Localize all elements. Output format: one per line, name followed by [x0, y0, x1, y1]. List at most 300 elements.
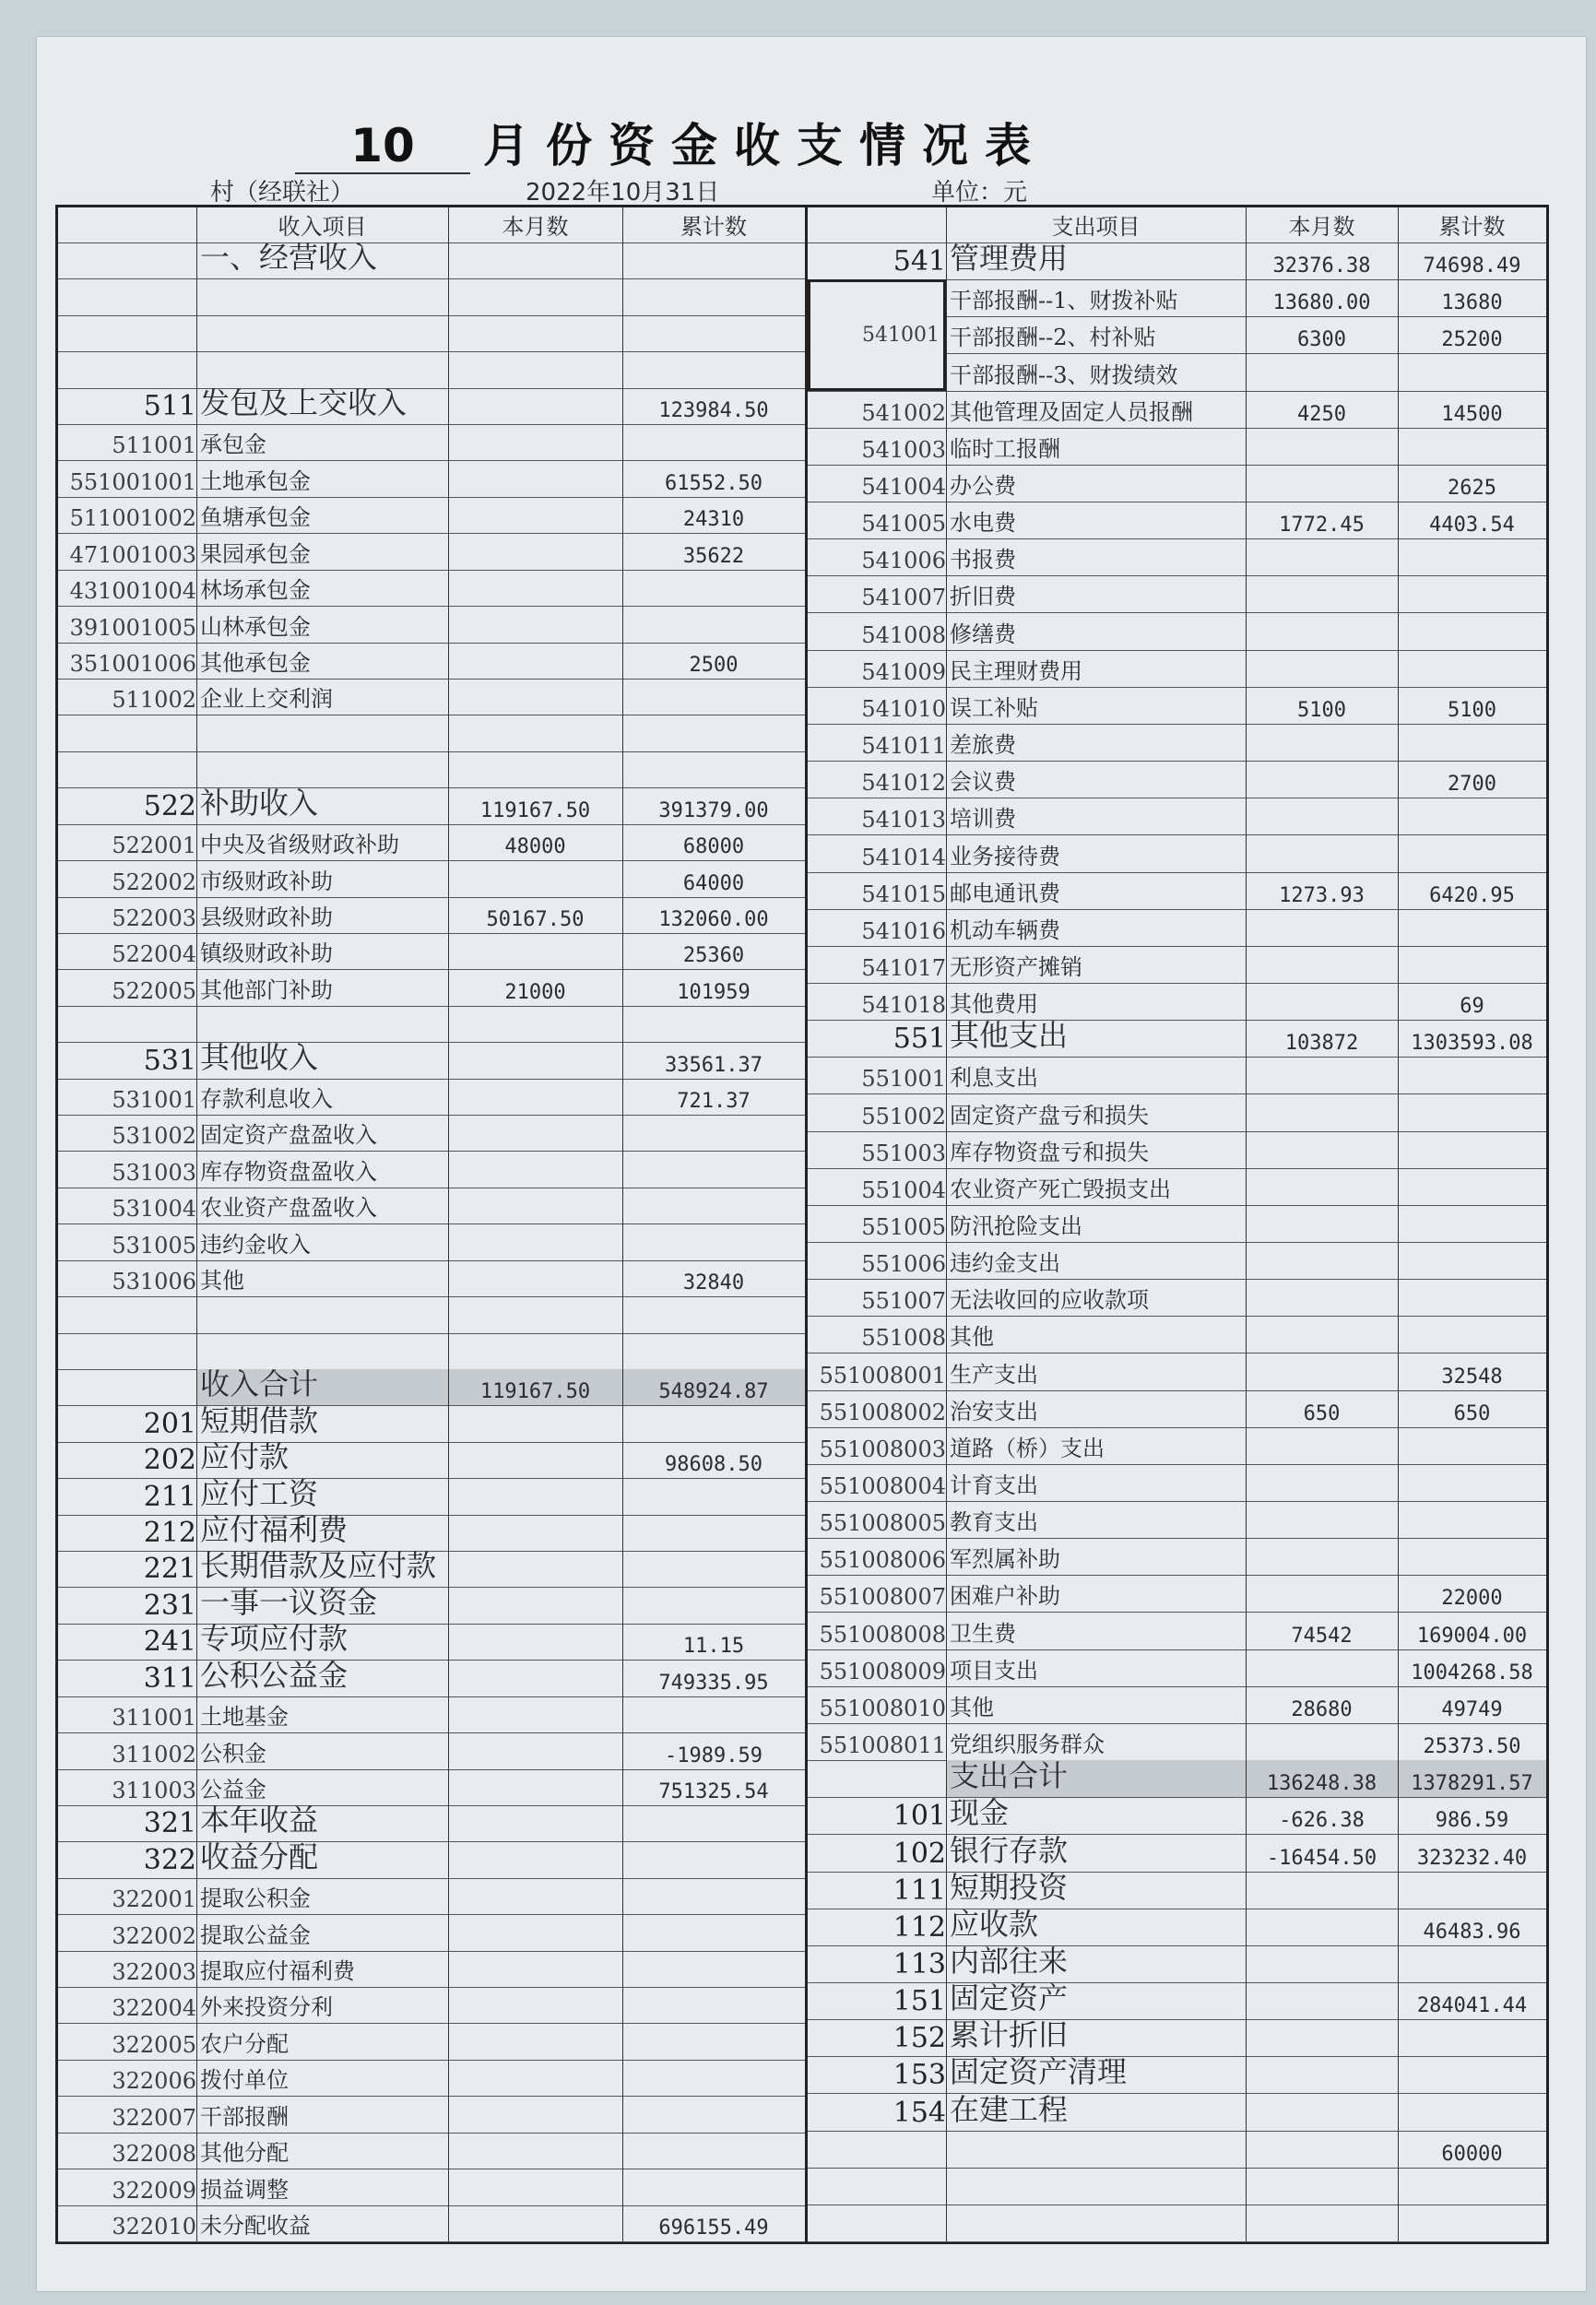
expense-cell-code: 551002 — [861, 1103, 946, 1129]
income-cell-total: 391379.00 — [658, 798, 769, 822]
expense-cell-code: 551007 — [861, 1288, 946, 1315]
expense-header-row — [808, 207, 1546, 243]
expense-row — [808, 538, 1546, 576]
income-cell-name: 农户分配 — [200, 2030, 289, 2057]
income-cell-total — [622, 1115, 805, 1151]
income-cell-total: -1989.59 — [665, 1744, 763, 1767]
income-cell-total — [622, 278, 805, 314]
expense-cell-month — [1246, 1723, 1398, 1760]
expense-merged-code-541001: 541001 — [808, 279, 946, 390]
income-row — [58, 1660, 805, 1696]
income-cell-name: 长期借款及应付款 — [200, 1551, 437, 1584]
income-cell-code: 311002 — [112, 1741, 196, 1767]
income-row — [58, 969, 805, 1006]
income-row — [58, 570, 805, 607]
expense-cell-code: 551008008 — [819, 1621, 946, 1648]
expense-cell-month — [1246, 1279, 1398, 1316]
expense-row — [808, 1501, 1546, 1539]
expense-cell-name: 农业资产死亡毁损支出 — [950, 1176, 1171, 1202]
income-cell-month — [448, 1987, 622, 2023]
income-cell-name — [196, 1296, 452, 1332]
expense-cell-name: 培训费 — [950, 806, 1016, 833]
title-text: 月份资金收支情况表 — [483, 119, 1047, 172]
expense-cell-total: 74698.49 — [1423, 254, 1521, 278]
expense-cell-total — [1398, 428, 1546, 465]
expense-cell-month: 103872 — [1284, 1032, 1359, 1056]
expense-cell-name: 差旅费 — [950, 732, 1016, 759]
income-cell-total: 2500 — [689, 654, 739, 677]
income-cell-total — [622, 1333, 805, 1369]
expense-row — [808, 391, 1546, 429]
income-cell-name: 公益金 — [200, 1776, 266, 1803]
income-cell-month: 119167.50 — [479, 798, 591, 822]
expense-cell-month: 6300 — [1297, 328, 1346, 352]
expense-cell-month — [1246, 1649, 1398, 1686]
income-cell-month — [448, 533, 622, 569]
expense-cell-name: 应收款 — [950, 1908, 1039, 1942]
expense-side — [808, 207, 1546, 2241]
income-cell-name: 提取应付福利费 — [200, 1958, 355, 1985]
income-cell-total: 123984.50 — [658, 399, 769, 423]
expense-cell-month — [1246, 353, 1398, 390]
income-cell-month — [448, 606, 622, 642]
income-header-blank — [58, 207, 196, 242]
income-cell-total — [622, 2096, 805, 2132]
expense-cell-total — [1398, 2168, 1546, 2205]
income-cell-total — [622, 1587, 805, 1623]
expense-cell-month — [1246, 983, 1398, 1020]
income-cell-code: 321 — [143, 1807, 196, 1840]
expense-row — [808, 1316, 1546, 1353]
income-cell-code: 531002 — [112, 1123, 196, 1150]
expense-cell-name: 干部报酬--2、村补贴 — [950, 325, 1156, 351]
expense-cell-code: 112 — [893, 1910, 946, 1944]
income-cell-total: 721.37 — [677, 1090, 751, 1114]
income-cell-total: 101959 — [677, 980, 751, 1004]
income-row — [58, 1333, 805, 1370]
expense-cell-month — [1246, 798, 1398, 834]
income-cell-total — [622, 1151, 805, 1187]
expense-cell-total — [1398, 2056, 1546, 2093]
expense-cell-name: 业务接待费 — [950, 843, 1060, 869]
income-row — [58, 860, 805, 897]
expense-cell-name: 利息支出 — [950, 1065, 1038, 1092]
expense-cell-code: 551008001 — [819, 1362, 946, 1389]
expense-cell-name: 管理费用 — [950, 242, 1069, 277]
title-month: 10 — [295, 119, 470, 174]
income-row — [58, 606, 805, 643]
income-cell-month: 50167.50 — [486, 907, 585, 931]
income-cell-total: 548924.87 — [622, 1369, 805, 1405]
expense-cell-month — [1246, 1982, 1398, 2019]
expense-column-divider — [1398, 207, 1399, 2241]
expense-cell-month: -626.38 — [1279, 1809, 1365, 1833]
expense-cell-name: 困难户补助 — [950, 1583, 1060, 1610]
income-cell-name: 固定资产盘盈收入 — [200, 1122, 377, 1149]
expense-cell-total: 22000 — [1441, 1587, 1503, 1611]
income-row — [58, 1878, 805, 1915]
expense-cell-month: 650 — [1303, 1401, 1341, 1425]
expense-cell-code: 541009 — [861, 658, 946, 685]
expense-cell-name: 违约金支出 — [950, 1250, 1060, 1277]
expense-cell-total — [1398, 834, 1546, 871]
expense-cell-total: 5100 — [1448, 698, 1496, 722]
expense-cell-total — [1398, 946, 1546, 983]
income-row — [58, 242, 805, 279]
expense-cell-name: 其他费用 — [950, 991, 1038, 1018]
expense-cell-total — [1398, 575, 1546, 612]
expense-cell-code: 153 — [893, 2059, 946, 2092]
expense-cell-code: 551006 — [861, 1251, 946, 1278]
income-cell-total: 32840 — [682, 1271, 745, 1295]
income-cell-month — [448, 1079, 622, 1115]
income-cell-total — [622, 1878, 805, 1914]
expense-cell-total — [1398, 1872, 1546, 1909]
income-row — [58, 1587, 805, 1624]
expense-cell-month — [1246, 909, 1398, 946]
income-row — [58, 933, 805, 970]
expense-cell-total: 1378291.57 — [1398, 1760, 1546, 1797]
expense-cell-name: 干部报酬--3、财拨绩效 — [950, 361, 1178, 388]
expense-cell-code: 102 — [893, 1837, 946, 1870]
expense-cell-name: 折旧费 — [950, 584, 1016, 610]
income-cell-name: 提取公益金 — [200, 1921, 311, 1948]
expense-cell-code: 551008 — [861, 1325, 946, 1352]
expense-row — [808, 724, 1546, 762]
income-header-month: 本月数 — [502, 214, 569, 240]
income-cell-name: 本年收益 — [200, 1804, 319, 1838]
income-cell-month — [448, 242, 622, 278]
expense-cell-code: 551008004 — [819, 1473, 946, 1500]
income-cell-month — [448, 2133, 622, 2169]
expense-cell-name: 无形资产摊销 — [950, 953, 1082, 980]
expense-row — [808, 2093, 1546, 2131]
income-cell-month — [448, 679, 622, 715]
income-cell-code: 311001 — [112, 1705, 196, 1732]
income-cell-code: 311 — [143, 1661, 196, 1695]
income-cell-code: 322007 — [112, 2104, 196, 2131]
income-cell-month — [448, 1587, 622, 1623]
expense-row — [808, 1649, 1546, 1687]
income-cell-month — [448, 2060, 622, 2096]
income-cell-month — [448, 1260, 622, 1296]
expense-cell-month: 1273.93 — [1279, 883, 1365, 907]
expense-row — [808, 2131, 1546, 2169]
expense-cell-total — [1398, 1131, 1546, 1168]
income-cell-total — [622, 1188, 805, 1223]
expense-cell-code: 101 — [893, 1800, 946, 1833]
income-cell-name: 县级财政补助 — [200, 904, 333, 930]
expense-cell-month: 28680 — [1291, 1697, 1353, 1721]
income-cell-code: 212 — [143, 1517, 196, 1550]
income-cell-code: 351001006 — [69, 651, 196, 677]
income-row — [58, 1769, 805, 1806]
expense-cell-total — [1398, 2093, 1546, 2130]
income-cell-total — [622, 1405, 805, 1441]
expense-cell-total — [1398, 1093, 1546, 1130]
income-cell-name: 应付福利费 — [200, 1514, 349, 1548]
income-cell-month — [448, 1115, 622, 1151]
income-cell-name: 提取公积金 — [200, 1885, 311, 1912]
expense-row — [808, 946, 1546, 984]
expense-row — [808, 1797, 1546, 1835]
income-row — [58, 2060, 805, 2097]
income-cell-month — [448, 1333, 622, 1369]
expense-cell-code: 541003 — [861, 436, 946, 463]
expense-cell-total — [1398, 724, 1546, 761]
expense-cell-month — [1246, 1057, 1398, 1093]
income-row — [58, 424, 805, 461]
income-cell-total: 35622 — [682, 544, 745, 568]
income-cell-total — [622, 351, 805, 387]
expense-cell-name: 邮电通讯费 — [950, 880, 1060, 906]
expense-cell-code: 541013 — [861, 807, 946, 833]
income-cell-name: 其他收入 — [200, 1042, 319, 1075]
expense-cell-name: 现金 — [950, 1797, 1010, 1831]
expense-cell-month — [1246, 465, 1398, 502]
income-cell-month — [448, 424, 622, 460]
income-cell-total — [622, 1696, 805, 1732]
income-row — [58, 1987, 805, 2024]
expense-header-item: 支出项目 — [1051, 214, 1141, 240]
income-cell-total — [622, 2169, 805, 2205]
expense-cell-month — [1246, 1501, 1398, 1538]
income-cell-total — [622, 242, 805, 278]
income-cell-name: 损益调整 — [200, 2176, 289, 2203]
income-cell-total: 64000 — [682, 871, 745, 895]
income-cell-month: 21000 — [504, 980, 566, 1004]
income-cell-total — [622, 1805, 805, 1841]
expense-cell-total — [1398, 798, 1546, 834]
expense-cell-name — [946, 2205, 1249, 2241]
ledger-table — [55, 205, 1549, 2244]
expense-cell-month — [1246, 1093, 1398, 1130]
income-cell-total — [622, 1006, 805, 1042]
income-cell-name: 一事一议资金 — [200, 1587, 378, 1620]
income-cell-name: 林场承包金 — [200, 577, 311, 604]
expense-row — [808, 2168, 1546, 2205]
expense-cell-code: 541010 — [861, 695, 946, 722]
expense-cell-month — [1246, 2168, 1398, 2205]
income-cell-name — [196, 751, 452, 787]
expense-cell-total: 2625 — [1448, 477, 1496, 501]
expense-cell-code: 551008003 — [819, 1436, 946, 1462]
expense-cell-code: 541007 — [861, 585, 946, 611]
income-cell-month — [448, 2169, 622, 2205]
expense-cell-code: 152 — [893, 2022, 946, 2055]
income-row — [58, 1151, 805, 1188]
expense-cell-total: 13680 — [1441, 291, 1503, 315]
expense-cell-total — [1398, 1945, 1546, 1982]
expense-cell-code: 541005 — [861, 511, 946, 538]
income-cell-total — [622, 1951, 805, 1987]
expense-row — [808, 834, 1546, 872]
income-row — [58, 1914, 805, 1951]
expense-row — [808, 1242, 1546, 1280]
income-cell-name — [196, 351, 452, 387]
expense-cell-name — [946, 2168, 1249, 2205]
income-column-divider — [622, 207, 623, 2241]
income-row — [58, 1732, 805, 1769]
income-cell-code: 511001002 — [69, 505, 196, 532]
income-cell-month — [448, 715, 622, 751]
expense-header-total: 累计数 — [1438, 214, 1506, 240]
expense-cell-name: 治安支出 — [950, 1398, 1038, 1424]
expense-cell-total — [1398, 538, 1546, 575]
expense-row — [808, 2019, 1546, 2057]
income-column-divider — [448, 207, 449, 2241]
income-cell-name: 一、经营收入 — [200, 242, 378, 276]
expense-cell-name: 其他 — [950, 1694, 994, 1720]
expense-column-divider — [1246, 207, 1247, 2241]
income-cell-code — [58, 1296, 200, 1332]
income-row — [58, 2133, 805, 2169]
income-cell-code: 322004 — [112, 1995, 196, 2022]
income-row — [58, 497, 805, 534]
expense-cell-total — [1398, 1427, 1546, 1464]
income-row — [58, 1079, 805, 1116]
income-header-total: 累计数 — [680, 214, 747, 240]
income-row — [58, 679, 805, 715]
expense-cell-month — [1246, 2019, 1398, 2056]
income-cell-month — [448, 860, 622, 896]
currency-unit: 单位：元 — [931, 179, 1028, 207]
income-cell-code — [58, 315, 200, 351]
income-cell-code — [58, 751, 200, 787]
income-cell-name: 未分配收益 — [200, 2212, 311, 2239]
income-cell-code — [58, 278, 200, 314]
income-cell-name: 山林承包金 — [200, 613, 311, 640]
expense-row — [808, 1279, 1546, 1317]
expense-cell-month: -16454.50 — [1266, 1846, 1377, 1870]
income-cell-name: 农业资产盘盈收入 — [200, 1195, 377, 1222]
income-row — [58, 1223, 805, 1260]
expense-row — [808, 465, 1546, 502]
expense-cell-name: 支出合计 — [946, 1760, 1249, 1797]
income-cell-month — [448, 1223, 622, 1259]
income-cell-total — [622, 606, 805, 642]
income-cell-month — [448, 1878, 622, 1914]
income-row — [58, 643, 805, 680]
expense-row — [808, 1538, 1546, 1576]
income-cell-name: 收益分配 — [200, 1841, 319, 1874]
expense-cell-month — [1246, 1131, 1398, 1168]
expense-cell-code: 541015 — [861, 881, 946, 907]
income-cell-total: 61552.50 — [665, 471, 763, 495]
income-cell-name: 土地基金 — [200, 1704, 289, 1731]
income-cell-code: 322009 — [112, 2177, 196, 2204]
expense-cell-name: 防汛抢险支出 — [950, 1212, 1082, 1239]
expense-cell-name: 短期投资 — [950, 1871, 1069, 1905]
income-column-divider — [196, 207, 197, 2241]
income-cell-total: 25360 — [682, 944, 745, 968]
income-cell-code: 522 — [143, 789, 196, 822]
expense-cell-month — [1246, 761, 1398, 798]
income-cell-code: 471001003 — [69, 541, 196, 568]
expense-cell-code: 541 — [893, 245, 946, 278]
income-cell-code: 431001004 — [69, 578, 196, 605]
expense-cell-name: 误工补贴 — [950, 694, 1038, 721]
expense-cell-name: 办公费 — [950, 473, 1016, 500]
expense-row — [808, 909, 1546, 947]
income-cell-code: 531003 — [112, 1159, 196, 1186]
expense-cell-month — [1246, 1538, 1398, 1575]
income-row — [58, 1624, 805, 1661]
expense-cell-total — [1398, 2205, 1546, 2241]
expense-row — [808, 1723, 1546, 1761]
expense-cell-code: 551003 — [861, 1140, 946, 1166]
expense-cell-code: 551008002 — [819, 1399, 946, 1425]
expense-row — [808, 1464, 1546, 1502]
income-cell-code — [58, 715, 200, 751]
income-cell-total — [622, 1515, 805, 1551]
expense-cell-month — [1246, 2131, 1398, 2168]
income-row — [58, 315, 805, 352]
income-cell-month — [448, 1841, 622, 1877]
income-cell-month — [448, 1624, 622, 1660]
expense-cell-month: 4250 — [1297, 402, 1346, 426]
income-cell-code: 241 — [143, 1625, 196, 1659]
expense-row — [808, 872, 1546, 910]
income-cell-month — [448, 461, 622, 497]
expense-cell-month — [1246, 724, 1398, 761]
income-cell-code: 522002 — [112, 869, 196, 895]
expense-cell-month: 1772.45 — [1279, 514, 1365, 538]
income-side — [58, 207, 808, 2241]
expense-cell-month — [1246, 2056, 1398, 2093]
income-cell-total — [622, 570, 805, 606]
expense-row — [808, 798, 1546, 835]
expense-cell-month — [1246, 1945, 1398, 1982]
income-cell-total — [622, 2023, 805, 2059]
income-cell-month — [448, 1732, 622, 1768]
income-cell-total — [622, 2133, 805, 2169]
expense-cell-name: 库存物资盘亏和损失 — [950, 1139, 1149, 1165]
income-cell-month — [448, 497, 622, 533]
expense-cell-total: 32548 — [1441, 1365, 1503, 1389]
expense-cell-month: 136248.38 — [1246, 1760, 1398, 1797]
income-cell-code: 322003 — [112, 1959, 196, 1986]
income-cell-month — [448, 1405, 622, 1441]
expense-cell-name — [946, 2131, 1249, 2168]
expense-cell-code: 113 — [893, 1947, 946, 1980]
expense-cell-total — [1398, 1168, 1546, 1205]
income-cell-code: 322 — [143, 1843, 196, 1876]
expense-row — [808, 1945, 1546, 1983]
expense-cell-month: 32376.38 — [1272, 254, 1371, 278]
income-row — [58, 1006, 805, 1043]
expense-cell-name: 军烈属补助 — [950, 1546, 1060, 1573]
income-total-row — [58, 1369, 805, 1406]
expense-cell-month — [1246, 1464, 1398, 1501]
expense-cell-total — [1398, 1205, 1546, 1242]
expense-cell-code: 154 — [893, 2096, 946, 2129]
expense-row — [808, 650, 1546, 688]
income-cell-total: 749335.95 — [658, 1671, 769, 1695]
income-cell-total — [622, 315, 805, 351]
expense-row — [808, 1982, 1546, 2020]
expense-cell-code: 541006 — [861, 548, 946, 574]
report-title — [295, 109, 1346, 175]
income-cell-total — [622, 1987, 805, 2023]
expense-cell-code — [808, 2131, 950, 2168]
income-row — [58, 278, 805, 315]
expense-cell-code: 551001 — [861, 1066, 946, 1093]
expense-row — [808, 2205, 1546, 2242]
expense-cell-total — [1398, 1538, 1546, 1575]
income-cell-code: 322001 — [112, 1886, 196, 1913]
expense-cell-name: 内部往来 — [950, 1944, 1069, 1979]
